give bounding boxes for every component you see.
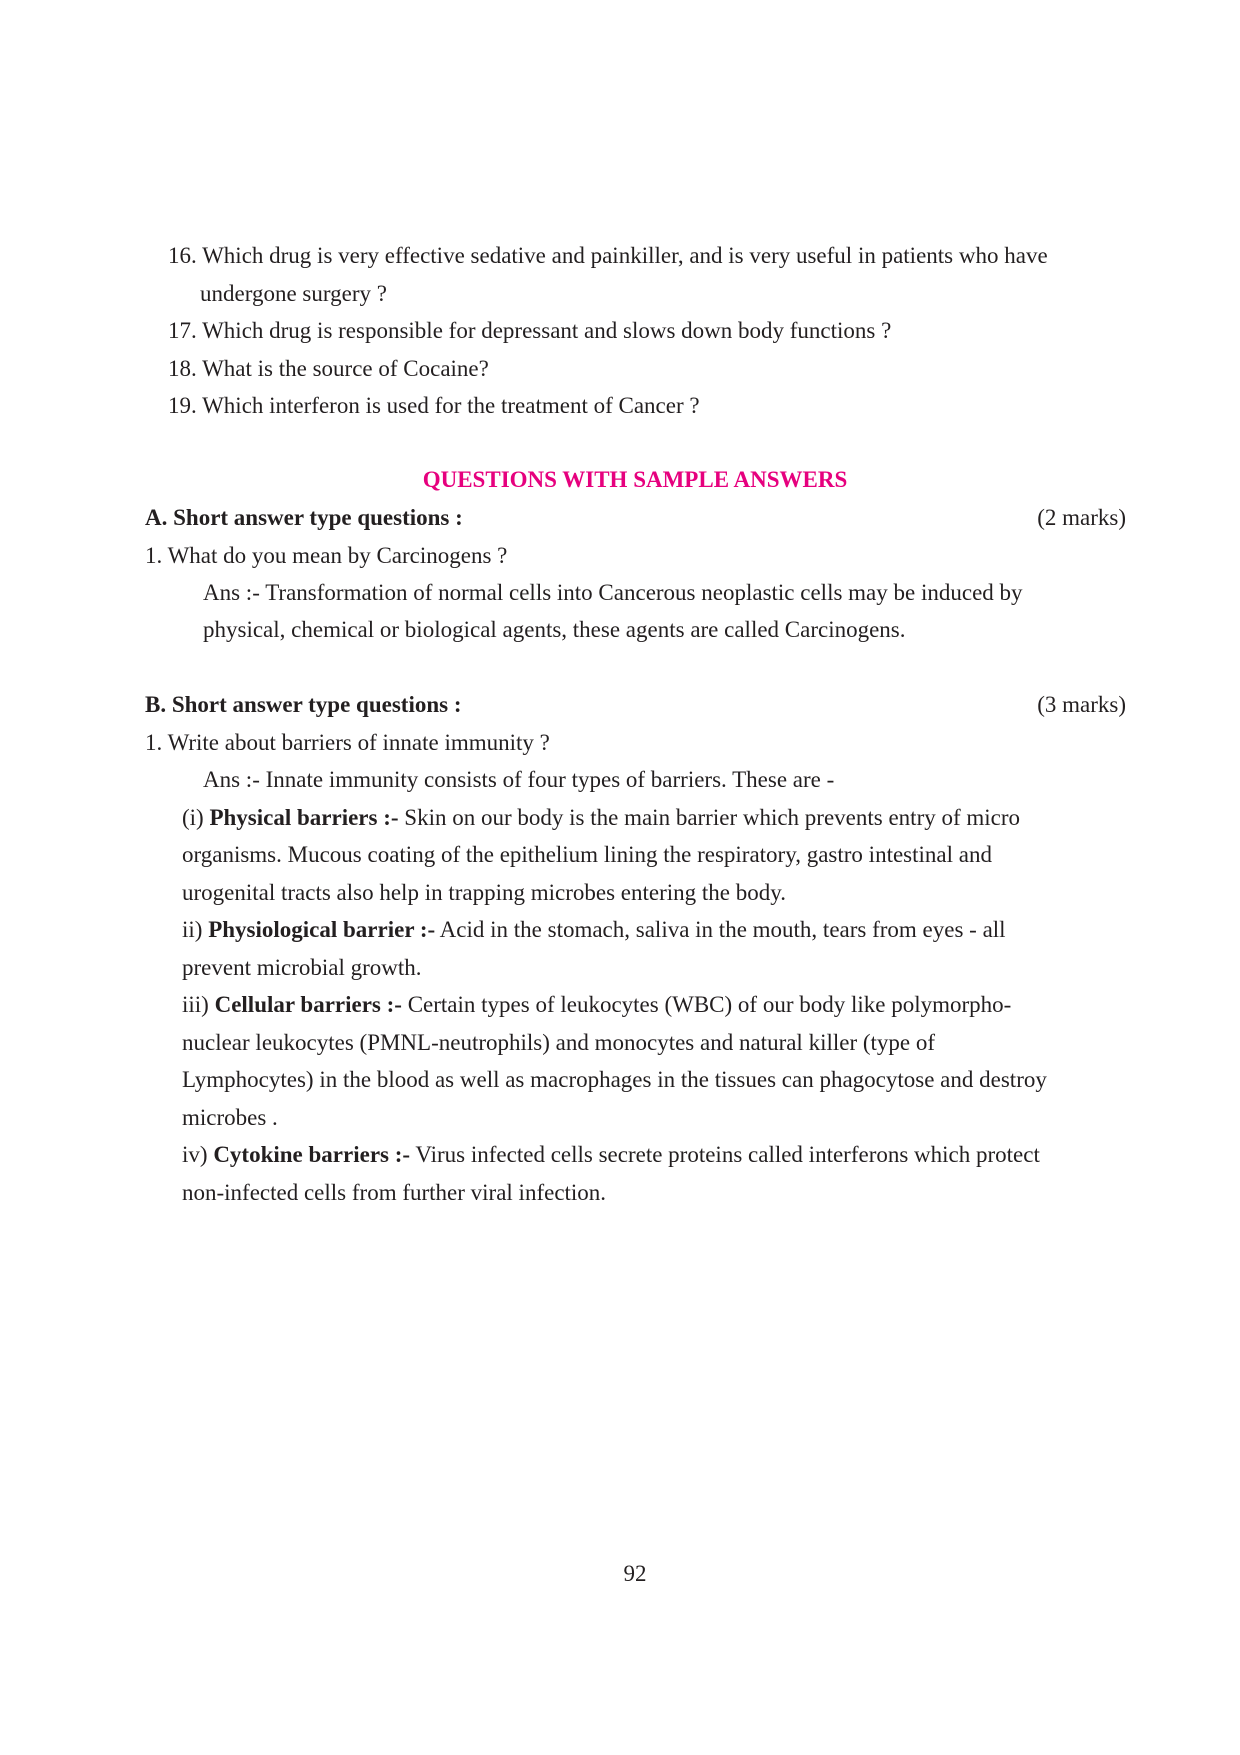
barrier-text-line: microbes . bbox=[182, 1105, 278, 1130]
section-a-answer-line: physical, chemical or biological agents, these agents are called Carcinogens. bbox=[203, 617, 906, 642]
question-text: Which drug is responsible for depressant and slows down body functions ? bbox=[202, 318, 892, 343]
barrier-text: Skin on our body is the main barrier which prevents entry of micro bbox=[398, 805, 1021, 830]
question-text: Which interferon is used for the treatment of Cancer ? bbox=[202, 393, 700, 418]
page-number: 92 bbox=[623, 1561, 647, 1586]
barrier-prefix: (i) bbox=[182, 805, 210, 830]
barrier-text: Virus infected cells secrete proteins called interferons which protect bbox=[410, 1142, 1040, 1167]
barrier-prefix: ii) bbox=[182, 917, 209, 942]
question-18 bbox=[168, 355, 489, 383]
question-17 bbox=[168, 317, 891, 345]
barrier-text: Acid in the stomach, saliva in the mouth, tears from eyes - all bbox=[435, 917, 1006, 942]
question-text: Which drug is very effective sedative and painkiller, and is very useful in patients who have bbox=[202, 243, 1048, 268]
barrier-term: Cellular barriers :- bbox=[214, 992, 402, 1017]
barrier-text-line: prevent microbial growth. bbox=[182, 955, 422, 980]
question-number: 17. bbox=[168, 318, 197, 343]
barrier-prefix: iii) bbox=[182, 992, 215, 1017]
barrier-physiological bbox=[182, 916, 1006, 944]
barrier-text-line: Lymphocytes) in the blood as well as macrophages in the tissues can phagocytose and destroy bbox=[182, 1067, 1047, 1092]
section-a-marks: (2 marks) bbox=[1037, 505, 1126, 530]
question-number: 18. bbox=[168, 356, 197, 381]
section-b-marks: (3 marks) bbox=[1037, 692, 1126, 717]
barrier-text-line: urogenital tracts also help in trapping microbes entering the body. bbox=[182, 880, 787, 905]
section-a-answer-line: Ans :- Transformation of normal cells into Cancerous neoplastic cells may be induced by bbox=[203, 580, 1023, 605]
barrier-term: Physical barriers :- bbox=[209, 805, 399, 830]
barrier-term: Cytokine barriers :- bbox=[213, 1142, 411, 1167]
section-b-answer-intro: Ans :- Innate immunity consists of four types of barriers. These are - bbox=[203, 767, 835, 792]
section-b-question: 1. Write about barriers of innate immunity ? bbox=[145, 730, 550, 755]
barrier-physical bbox=[182, 804, 1020, 832]
section-a-question: 1. What do you mean by Carcinogens ? bbox=[145, 543, 508, 568]
barrier-cellular bbox=[182, 991, 1011, 1019]
question-16 bbox=[168, 242, 1048, 270]
barrier-term: Physiological barrier :- bbox=[208, 917, 436, 942]
barrier-text: Certain types of leukocytes (WBC) of our body like polymorpho- bbox=[401, 992, 1012, 1017]
barrier-text-line: nuclear leukocytes (PMNL-neutrophils) and monocytes and natural killer (type of bbox=[182, 1030, 936, 1055]
barrier-cytokine bbox=[182, 1141, 1040, 1169]
question-text: What is the source of Cocaine? bbox=[202, 356, 489, 381]
barrier-prefix: iv) bbox=[182, 1142, 214, 1167]
section-a-title: A. Short answer type questions : bbox=[145, 505, 463, 530]
barrier-text-line: organisms. Mucous coating of the epithelium lining the respiratory, gastro intestinal and bbox=[182, 842, 992, 867]
sample-answers-heading: QUESTIONS WITH SAMPLE ANSWERS bbox=[422, 467, 848, 492]
question-19 bbox=[168, 392, 700, 420]
question-16-continued: undergone surgery ? bbox=[200, 281, 387, 306]
question-number: 16. bbox=[168, 243, 197, 268]
section-b-title: B. Short answer type questions : bbox=[145, 692, 462, 717]
question-number: 19. bbox=[168, 393, 197, 418]
barrier-text-line: non-infected cells from further viral infection. bbox=[182, 1180, 607, 1205]
